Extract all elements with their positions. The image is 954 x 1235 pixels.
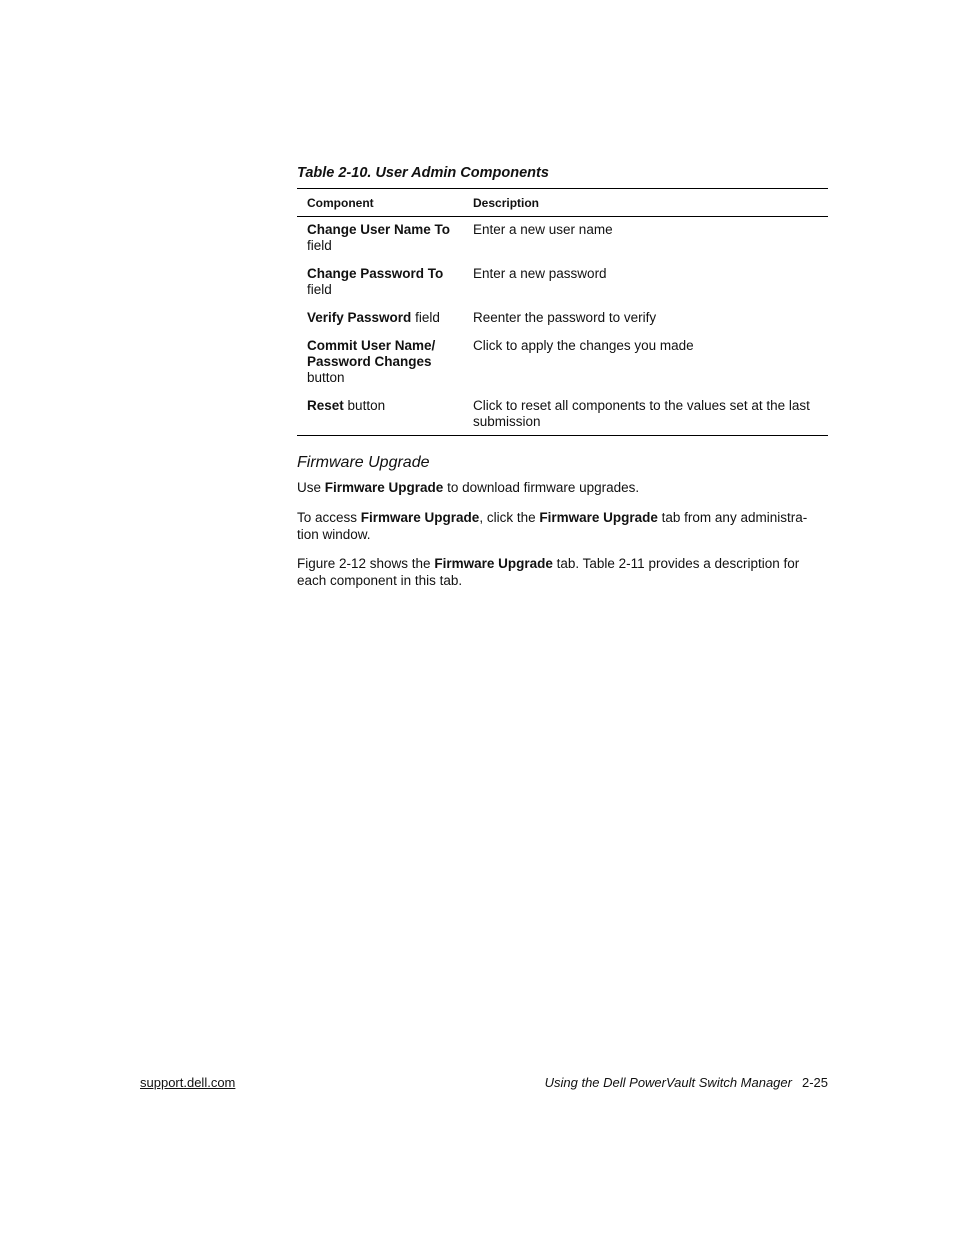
component-type: button (307, 370, 345, 385)
description-cell: Click to apply the changes you made (473, 338, 694, 353)
component-type: field (415, 310, 440, 325)
bold-term: Firmware Upgrade (434, 556, 553, 571)
bold-term: Firmware Upgrade (539, 510, 658, 525)
table-row (297, 305, 828, 333)
table-header-row (297, 189, 828, 217)
text-run: Figure 2-12 shows the (297, 556, 435, 571)
component-name: Change User Name To (307, 222, 451, 237)
component-name: Change Password To (307, 266, 444, 281)
text-run: To access (297, 510, 361, 525)
paragraph-intro (297, 479, 828, 496)
table-row (297, 217, 828, 262)
component-name: Verify Password (307, 310, 412, 325)
page-number: 2-25 (801, 1075, 828, 1090)
bold-term: Firmware Upgrade (360, 510, 480, 525)
text-run: to download firmware upgrades. (443, 480, 640, 495)
paragraph-figure-reference (297, 555, 828, 589)
component-cell (297, 261, 463, 305)
component-type: button (347, 398, 386, 413)
description-cell: Reenter the password to verify (473, 310, 657, 325)
table-row (297, 393, 828, 436)
paragraph-access (297, 509, 828, 543)
table-row (297, 261, 828, 305)
table-row (297, 333, 828, 393)
user-admin-components-table (297, 188, 828, 436)
text-run: tab from any administra-tion window. (297, 510, 808, 542)
component-type: field (307, 238, 332, 253)
footer-title: Using the Dell PowerVault Switch Manager (544, 1075, 792, 1090)
column-header-description: Description (463, 189, 828, 217)
description-cell: Click to reset all components to the values set at the last submission (473, 398, 810, 429)
component-name: Commit User Name/ Password Changes (307, 338, 436, 369)
text-run: , click the (479, 510, 540, 525)
component-type: field (307, 282, 332, 297)
description-cell: Enter a new user name (473, 222, 613, 237)
component-cell (297, 333, 463, 393)
running-footer (545, 1074, 828, 1091)
component-cell (297, 393, 463, 436)
component-cell (297, 305, 463, 333)
table-caption: Table 2-10. User Admin Components (297, 165, 549, 181)
support-link[interactable]: support.dell.com (140, 1075, 236, 1090)
section-heading: Firmware Upgrade (297, 454, 430, 471)
description-cell: Enter a new password (473, 266, 607, 281)
text-run: tab. Table 2-11 provides a description for each component in this tab. (297, 556, 800, 588)
component-cell (297, 217, 463, 262)
bold-term: Firmware Upgrade (324, 480, 444, 495)
column-header-component: Component (297, 189, 463, 217)
text-run: Use (297, 480, 325, 495)
component-name: Reset (307, 398, 344, 413)
